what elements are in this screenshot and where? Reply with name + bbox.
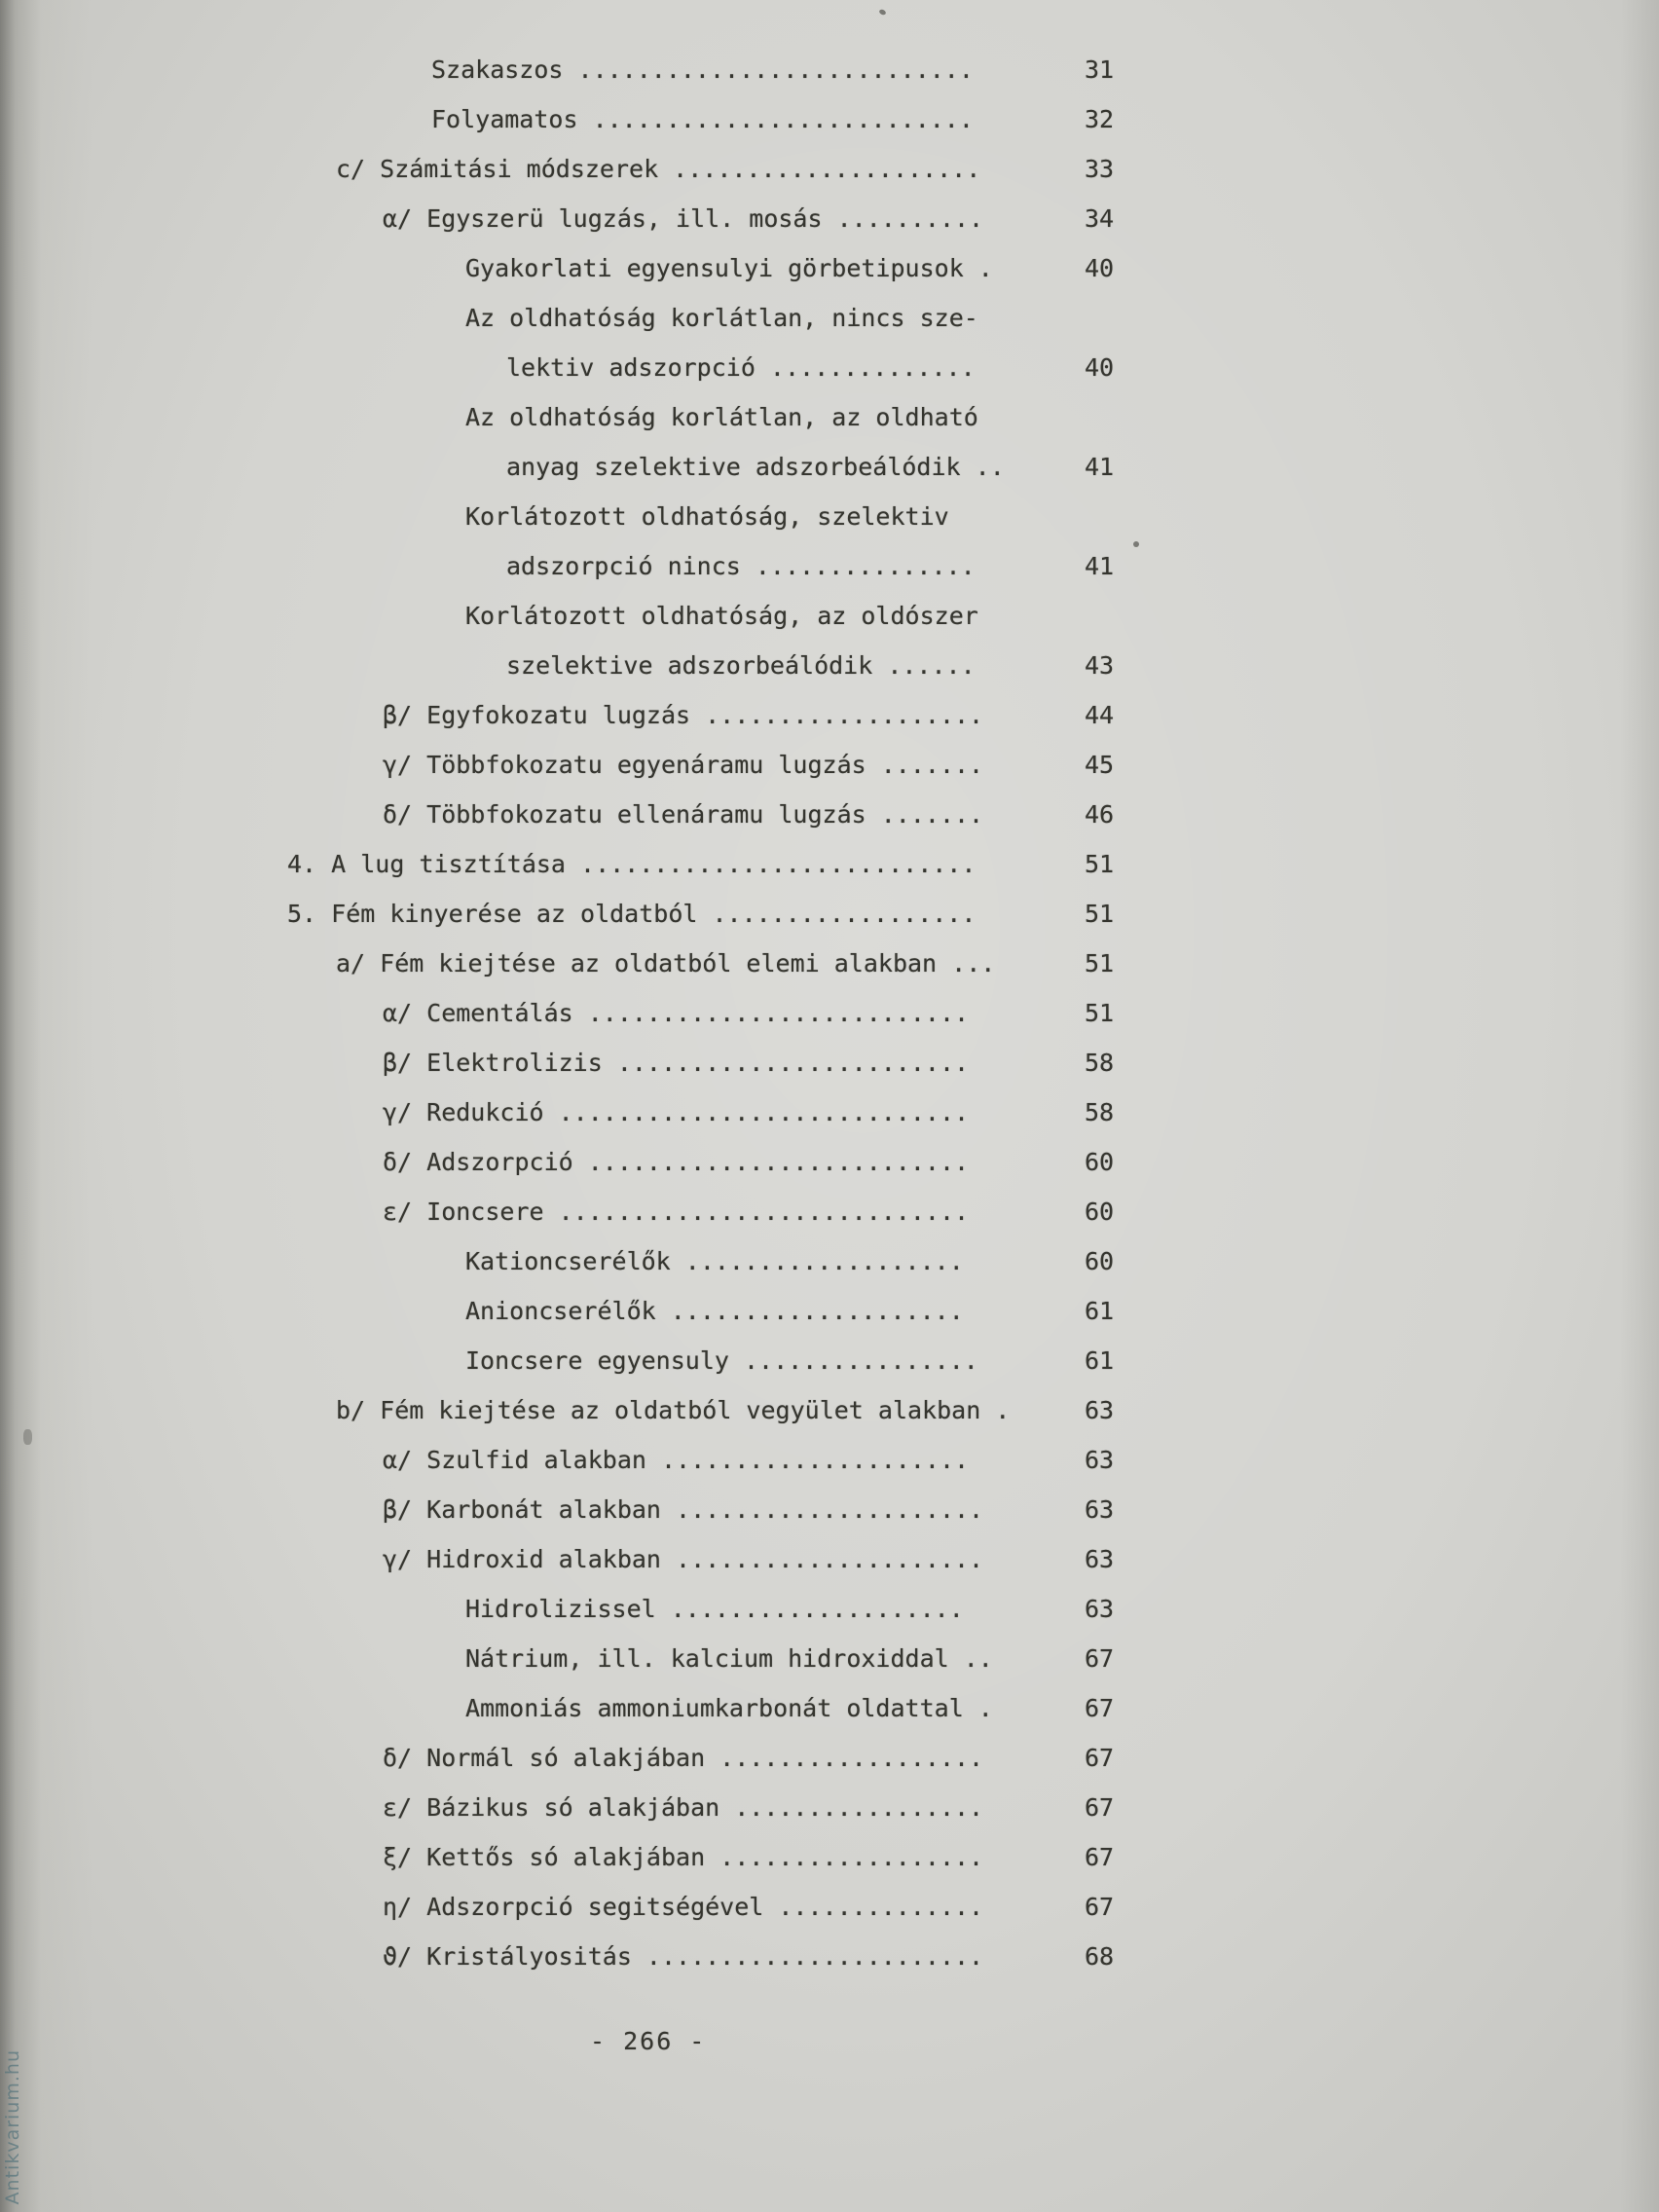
toc-entry-text: a/ Fém kiejtése az oldatból elemi alakban ...: [336, 949, 996, 977]
toc-row: [0, 798, 1659, 837]
toc-entry-text: lektiv adszorpció ..............: [506, 353, 976, 382]
toc-entry-text: Kationcserélők ...................: [465, 1247, 964, 1275]
toc-row: [0, 103, 1659, 142]
scan-speck: [1133, 541, 1139, 547]
toc-entry-text: 4. A lug tisztítása ...........................: [287, 850, 977, 878]
toc-row: [0, 1345, 1659, 1383]
toc-entry-text: Folyamatos ..........................: [431, 105, 974, 133]
toc-row: [0, 749, 1659, 788]
toc-page-number: 67: [1085, 1843, 1115, 1871]
toc-row: [0, 153, 1659, 192]
toc-entry-text: Korlátozott oldhatóság, szelektiv: [465, 502, 949, 531]
toc-page-number: 51: [1085, 999, 1115, 1027]
toc-row: [0, 203, 1659, 241]
toc-row: [0, 1146, 1659, 1185]
toc-row: [0, 451, 1659, 490]
toc-page-number: 67: [1085, 1694, 1115, 1722]
toc-row: [0, 649, 1659, 688]
toc-entry-text: ε/ Bázikus só alakjában .................: [383, 1793, 984, 1822]
toc-entry-text: δ/ Normál só alakjában ..................: [383, 1744, 984, 1772]
toc-row: [0, 1394, 1659, 1433]
toc-page-number: 34: [1085, 204, 1115, 233]
toc-entry-text: α/ Cementálás ..........................: [383, 999, 970, 1027]
toc-entry-text: Gyakorlati egyensulyi görbetipusok .: [465, 254, 993, 282]
toc-page-number: 68: [1085, 1942, 1115, 1971]
toc-page-number: 60: [1085, 1198, 1115, 1226]
toc-entry-text: 5. Fém kinyerése az oldatból ..................: [287, 900, 977, 928]
toc-row: [0, 54, 1659, 92]
toc-page-number: 58: [1085, 1049, 1115, 1077]
toc-row: [0, 699, 1659, 738]
toc-row: [0, 1096, 1659, 1135]
toc-entry-text: Nátrium, ill. kalcium hidroxiddal ..: [465, 1644, 993, 1673]
toc-page-number: 67: [1085, 1793, 1115, 1822]
toc-row: [0, 848, 1659, 887]
toc-page-number: 31: [1085, 55, 1115, 84]
toc-page-number: 60: [1085, 1148, 1115, 1176]
toc-row: [0, 1791, 1659, 1830]
toc-entry-text: Az oldhatóság korlátlan, az oldható: [465, 403, 978, 431]
toc-page-number: 45: [1085, 751, 1115, 779]
toc-page-number: 58: [1085, 1098, 1115, 1126]
toc-entry-text: Az oldhatóság korlátlan, nincs sze-: [465, 304, 978, 332]
page-number-footer: - 266 -: [590, 2027, 707, 2055]
toc-page-number: 51: [1085, 900, 1115, 928]
toc-page-number: 44: [1085, 701, 1115, 729]
toc-page-number: 67: [1085, 1893, 1115, 1921]
toc-entry-text: δ/ Adszorpció ..........................: [383, 1148, 970, 1176]
toc-row: [0, 1940, 1659, 1979]
toc-page-number: 67: [1085, 1744, 1115, 1772]
toc-entry-text: b/ Fém kiejtése az oldatból vegyület alakban .: [336, 1396, 1011, 1424]
toc-row: [0, 550, 1659, 589]
toc-row: [0, 1692, 1659, 1731]
toc-row: [0, 1245, 1659, 1284]
toc-entry-text: Hidrolizissel ....................: [465, 1595, 964, 1623]
toc-page-number: 63: [1085, 1495, 1115, 1524]
toc-page-number: 33: [1085, 155, 1115, 183]
toc-row: [0, 500, 1659, 539]
toc-row: [0, 1891, 1659, 1930]
toc-entry-text: β/ Elektrolizis ........................: [383, 1049, 970, 1077]
toc-row: [0, 898, 1659, 937]
toc-page-number: 63: [1085, 1595, 1115, 1623]
toc-row: [0, 1295, 1659, 1334]
toc-entry-text: α/ Egyszerü lugzás, ill. mosás ..........: [383, 204, 984, 233]
toc-row: [0, 1196, 1659, 1235]
toc-page-number: 40: [1085, 353, 1115, 382]
toc-page-number: 51: [1085, 949, 1115, 977]
toc-entry-text: β/ Egyfokozatu lugzás ...................: [383, 701, 984, 729]
toc-row: [0, 302, 1659, 341]
toc-page-number: 40: [1085, 254, 1115, 282]
toc-entry-text: Korlátozott oldhatóság, az oldószer: [465, 602, 978, 630]
toc-row: [0, 351, 1659, 390]
toc-page-number: 67: [1085, 1644, 1115, 1673]
scan-speck: [23, 1429, 32, 1445]
toc-page-number: 46: [1085, 800, 1115, 829]
toc-page-number: 51: [1085, 850, 1115, 878]
toc-row: [0, 997, 1659, 1036]
toc-row: [0, 1593, 1659, 1632]
toc-entry-text: γ/ Hidroxid alakban .....................: [383, 1545, 984, 1573]
toc-page-number: 63: [1085, 1545, 1115, 1573]
toc-page-number: 32: [1085, 105, 1115, 133]
watermark: Antikvarium.hu: [2, 2048, 23, 2204]
toc-entry-text: szelektive adszorbeálódik ......: [506, 651, 976, 680]
toc-row: [0, 1642, 1659, 1681]
toc-row: [0, 1444, 1659, 1483]
toc-row: [0, 1047, 1659, 1086]
toc-entry-text: Anioncserélők ....................: [465, 1297, 964, 1325]
toc-row: [0, 1742, 1659, 1781]
toc-page-number: 41: [1085, 453, 1115, 481]
toc-page-number: 43: [1085, 651, 1115, 680]
toc-row: [0, 1543, 1659, 1582]
toc-entry-text: adszorpció nincs ...............: [506, 552, 976, 580]
toc-row: [0, 401, 1659, 440]
toc-entry-text: δ/ Többfokozatu ellenáramu lugzás .......: [383, 800, 984, 829]
toc-entry-text: γ/ Többfokozatu egyenáramu lugzás .......: [383, 751, 984, 779]
toc-row: [0, 252, 1659, 291]
toc-page-number: 63: [1085, 1446, 1115, 1474]
toc-entry-text: η/ Adszorpció segitségével ..............: [383, 1893, 984, 1921]
toc-entry-text: Ammoniás ammoniumkarbonát oldattal .: [465, 1694, 993, 1722]
toc-page-number: 41: [1085, 552, 1115, 580]
toc-row: [0, 1493, 1659, 1532]
toc-entry-text: Szakaszos ...........................: [431, 55, 974, 84]
toc-entry-text: ξ/ Kettős só alakjában ..................: [383, 1843, 984, 1871]
toc-entry-text: β/ Karbonát alakban .....................: [383, 1495, 984, 1524]
toc-page-number: 61: [1085, 1297, 1115, 1325]
toc-entry-text: ε/ Ioncsere ............................: [383, 1198, 970, 1226]
toc-row: [0, 1841, 1659, 1880]
toc-entry-text: γ/ Redukció ............................: [383, 1098, 970, 1126]
toc-page-number: 61: [1085, 1346, 1115, 1375]
toc-entry-text: α/ Szulfid alakban .....................: [383, 1446, 970, 1474]
toc-entry-text: Ioncsere egyensuly ................: [465, 1346, 978, 1375]
toc-row: [0, 947, 1659, 986]
toc-page-number: 60: [1085, 1247, 1115, 1275]
toc-entry-text: ϑ/ Kristályositás .......................: [383, 1942, 984, 1971]
toc-page-number: 63: [1085, 1396, 1115, 1424]
toc-entry-text: c/ Számitási módszerek .....................: [336, 155, 981, 183]
toc-row: [0, 600, 1659, 639]
toc-entry-text: anyag szelektive adszorbeálódik ..: [506, 453, 1005, 481]
